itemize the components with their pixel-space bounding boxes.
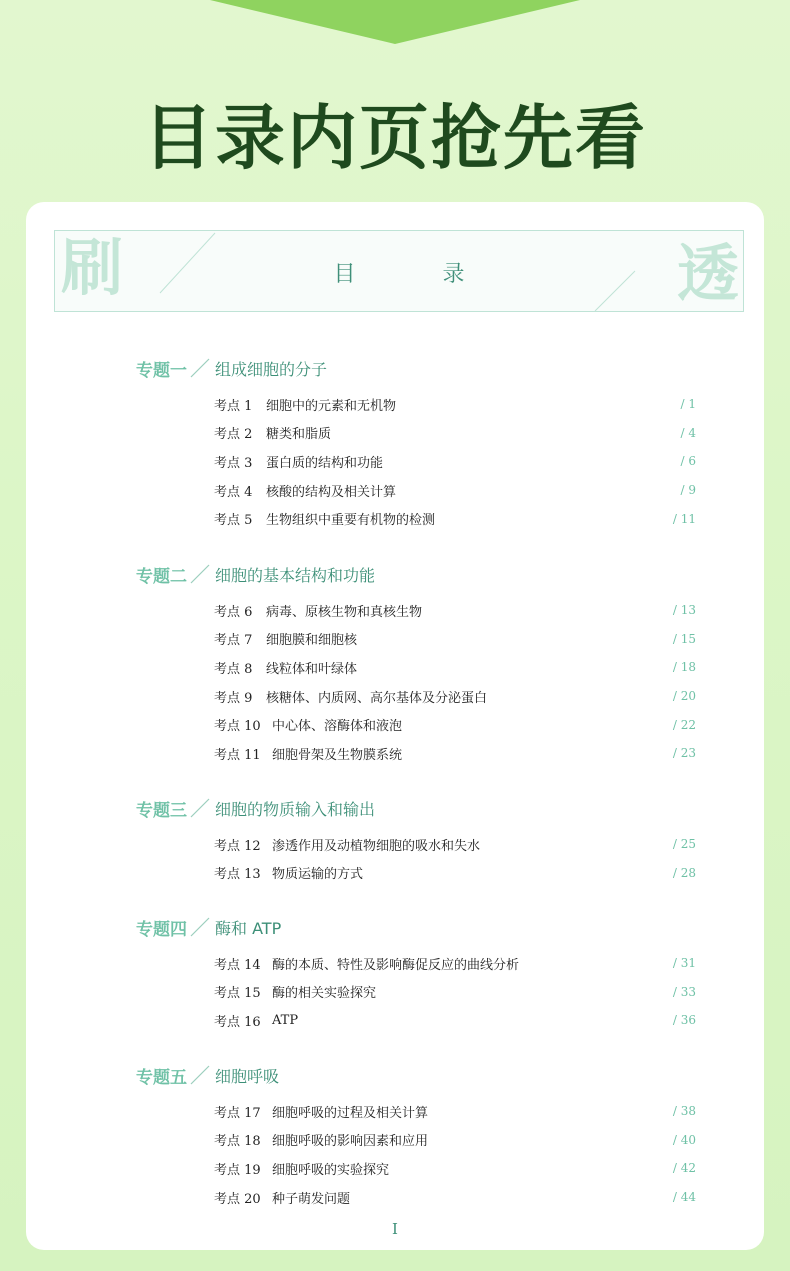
item-page: / 42	[672, 1161, 696, 1176]
item-title: 细胞中的元素和无机物	[266, 398, 397, 414]
toc-item[interactable]	[136, 949, 696, 978]
item-title: 种子萌发问题	[272, 1191, 351, 1207]
item-page: / 18	[672, 660, 696, 675]
toc-section	[136, 915, 696, 1035]
item-page: / 25	[672, 837, 696, 852]
toc-item[interactable]	[136, 625, 696, 654]
toc-item[interactable]	[136, 390, 696, 419]
item-code: 考点 20	[214, 1191, 261, 1207]
item-title: 酶的相关实验探究	[272, 986, 377, 1002]
item-code: 考点 13	[214, 867, 261, 883]
toc-item[interactable]	[136, 1183, 696, 1212]
section-title: 细胞的基本结构和功能	[215, 565, 376, 585]
item-code: 考点 5	[214, 513, 253, 529]
slash-icon	[189, 357, 211, 379]
item-page: / 44	[672, 1190, 696, 1205]
item-code: 考点 7	[214, 633, 253, 649]
toc-item[interactable]	[136, 1126, 696, 1155]
slash-icon	[189, 916, 211, 938]
item-code: 考点 11	[214, 747, 261, 763]
section-label: 专题三	[136, 800, 187, 821]
toc-item[interactable]	[136, 710, 696, 739]
toc-banner	[54, 230, 744, 312]
section-label: 专题五	[136, 1067, 187, 1088]
toc-item[interactable]	[136, 739, 696, 768]
section-label: 专题四	[136, 919, 187, 940]
item-code: 考点 19	[214, 1162, 261, 1178]
item-title: 线粒体和叶绿体	[266, 661, 358, 677]
item-page: / 15	[672, 631, 696, 646]
item-code: 考点 2	[214, 427, 253, 443]
item-page: / 33	[672, 984, 696, 999]
toc-card	[26, 202, 764, 1250]
toc-section	[136, 796, 696, 887]
item-code: 考点 6	[214, 604, 253, 620]
toc-item[interactable]	[136, 978, 696, 1007]
item-page: / 11	[672, 511, 696, 526]
item-page: / 36	[672, 1013, 696, 1028]
toc-item[interactable]	[136, 1006, 696, 1035]
item-title: 核糖体、内质网、高尔基体及分泌蛋白	[266, 690, 488, 706]
item-page: / 20	[672, 689, 696, 704]
section-label: 专题二	[136, 566, 187, 587]
section-label: 专题一	[136, 360, 187, 381]
item-page: / 28	[672, 865, 696, 880]
toc-item[interactable]	[136, 682, 696, 711]
item-title: 生物组织中重要有机物的检测	[266, 513, 436, 529]
section-title: 细胞的物质输入和输出	[215, 799, 376, 819]
item-code: 考点 4	[214, 484, 253, 500]
page-number: I	[392, 1220, 398, 1238]
item-title: 细胞呼吸的影响因素和应用	[272, 1134, 429, 1150]
headline: 目录内页抢先看	[143, 97, 647, 179]
toc-item[interactable]	[136, 476, 696, 505]
section-title: 组成细胞的分子	[215, 359, 328, 379]
calligraphy-right: 透	[676, 237, 739, 310]
item-page: / 9	[680, 483, 696, 498]
item-title: 中心体、溶酶体和液泡	[272, 719, 403, 735]
item-page: / 31	[672, 956, 696, 971]
toc-item[interactable]	[136, 447, 696, 476]
item-title: 细胞呼吸的实验探究	[272, 1162, 390, 1178]
toc-item[interactable]	[136, 596, 696, 625]
item-code: 考点 12	[214, 838, 261, 854]
item-title: 渗透作用及动植物细胞的吸水和失水	[272, 838, 481, 854]
toc-item[interactable]	[136, 830, 696, 859]
item-code: 考点 16	[214, 1014, 261, 1030]
item-page: / 23	[672, 746, 696, 761]
item-code: 考点 15	[214, 986, 261, 1002]
item-title: 糖类和脂质	[266, 427, 332, 443]
item-page: / 22	[672, 717, 696, 732]
item-code: 考点 18	[214, 1134, 261, 1150]
item-title: 细胞骨架及生物膜系统	[272, 747, 403, 763]
item-code: 考点 1	[214, 398, 253, 414]
item-title: 物质运输的方式	[272, 867, 364, 883]
toc-section	[136, 356, 696, 533]
item-page: / 1	[680, 397, 696, 412]
toc-item[interactable]	[136, 653, 696, 682]
toc-item[interactable]	[136, 859, 696, 888]
item-code: 考点 10	[214, 719, 261, 735]
toc-title: 目 录	[333, 262, 505, 287]
item-code: 考点 14	[214, 957, 261, 973]
toc-item[interactable]	[136, 1154, 696, 1183]
item-title: 核酸的结构及相关计算	[266, 484, 397, 500]
item-page: / 38	[672, 1104, 696, 1119]
item-title: 蛋白质的结构和功能	[266, 455, 384, 471]
section-title: 细胞呼吸	[215, 1066, 280, 1086]
item-title: 细胞膜和细胞核	[266, 633, 358, 649]
top-tab-decoration	[210, 0, 580, 44]
item-page: / 13	[672, 603, 696, 618]
toc-section	[136, 1063, 696, 1211]
item-page: / 4	[680, 425, 696, 440]
item-code: 考点 8	[214, 661, 253, 677]
toc-section	[136, 562, 696, 768]
slash-icon	[189, 797, 211, 819]
item-title: 病毒、原核生物和真核生物	[266, 604, 423, 620]
calligraphy-left: 刷	[61, 231, 124, 304]
item-title: 细胞呼吸的过程及相关计算	[272, 1105, 429, 1121]
toc-item[interactable]	[136, 1097, 696, 1126]
item-code: 考点 17	[214, 1105, 261, 1121]
slash-icon	[189, 1064, 211, 1086]
item-code: 考点 3	[214, 455, 253, 471]
toc-item[interactable]	[136, 419, 696, 448]
item-title: ATP	[272, 1012, 299, 1028]
slash-icon	[189, 563, 211, 585]
item-page: / 40	[672, 1132, 696, 1147]
section-title: 酶和 ATP	[215, 918, 282, 938]
item-title: 酶的本质、特性及影响酶促反应的曲线分析	[272, 957, 520, 973]
item-page: / 6	[680, 454, 696, 469]
item-code: 考点 9	[214, 690, 253, 706]
toc-item[interactable]	[136, 504, 696, 533]
